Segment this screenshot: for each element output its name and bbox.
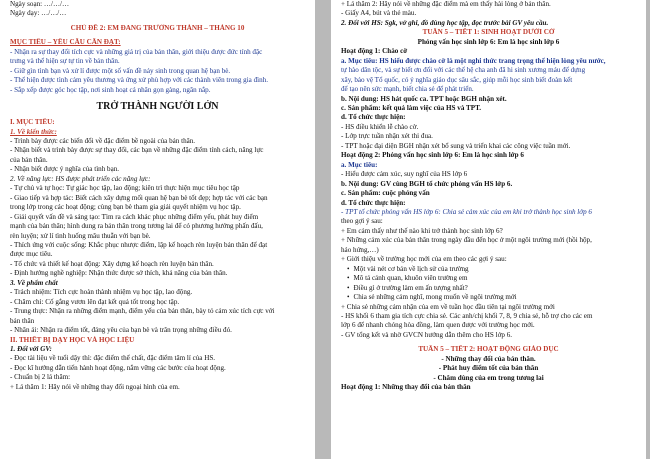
text-line: - HS điều khiển lễ chào cờ.	[341, 122, 419, 131]
text-line: CHỦ ĐỀ 2: EM ĐANG TRƯỞNG THÀNH – THÁNG 10	[70, 23, 245, 32]
text-line: rèn luyện; xử lí tình huống mâu thuẫn với bạn bè.	[10, 231, 151, 240]
text-line: Ngày soạn: …/…/…	[10, 0, 70, 8]
text-line: TUẦN 5 – TIẾT 1: SINH HOẠT DƯỚI CỜ	[422, 28, 555, 37]
text-line: - Sắp xếp được góc học tập, nơi sinh hoạt cá nhân gọn gàng, ngăn nắp.	[10, 85, 211, 94]
text-line: TRỞ THÀNH NGƯỜI LỚN	[96, 101, 219, 113]
text-line: b. Nội dung: HS hát quốc ca. TPT hoặc BGH nhận xét.	[341, 94, 507, 103]
text-line: - Đọc kĩ hướng dẫn tiến hành hoạt động, nắm vững các bước của hoạt động.	[10, 363, 226, 372]
text-line: b. Nội dung: GV cùng BGH tổ chức phỏng vấn HS lớp 6.	[341, 179, 513, 188]
text-line: - Giao tiếp và hợp tác: Biết cách xây dựng mối quan hệ bạn bè tốt đẹp; hợp tác với các bạn	[10, 193, 268, 202]
text-line: • Điều gì ở trường làm em ấn tượng nhất?	[341, 284, 636, 293]
text-line: c. Sản phẩm: kết quả làm việc của HS và TPT.	[341, 103, 482, 112]
text-line: I. MỤC TIÊU:	[10, 118, 55, 127]
text-line: - Nhận biết và trình bày được sự thay đổi, các bạn về những đặc điểm tính cách, năng lực	[10, 146, 264, 155]
text-line: - Giấy A4, bút và thẻ màu.	[341, 9, 417, 18]
text-line: - Trình bày được các biến đổi về đặc điểm bề ngoài của bản thân.	[10, 136, 196, 145]
text-line: - Giữ gìn tình bạn và xử lí được một số vấn đề nảy sinh trong quan hệ bạn bè.	[10, 66, 231, 75]
text-line: - Đọc tài liệu về tuổi dậy thì: đặc điểm thể chất, đặc điểm tâm lí của HS.	[10, 354, 216, 363]
text-line: + Chia sẻ những cảm nhận của em về tuần học đầu tiên tại ngôi trường mới	[341, 302, 555, 311]
text-line: - Thể hiện được tình cảm yêu thương và ứng xử phù hợp với các thành viên trong gia đình.	[10, 76, 268, 85]
text-line: - Chuẩn bị 2 lá thăm:	[10, 373, 71, 382]
text-line: 1. Về kiến thức:	[10, 127, 57, 136]
text-line: - Hiểu được cảm xúc, suy nghĩ của HS lớp 6	[341, 170, 468, 179]
text-line: + Em cảm thấy như thế nào khi trở thành học sinh lớp 6?	[341, 226, 503, 235]
text-line: để tạo nên sức mạnh, biết chia sẻ để phát triển.	[341, 85, 474, 94]
text-line: - Nhận biết được ý nghĩa của tình bạn.	[10, 165, 120, 174]
text-line: Hoạt động 2: Phỏng vấn học sinh lớp 6: Em là học sinh lớp 6	[341, 151, 524, 160]
text-line: d. Tổ chức thực hiện:	[341, 113, 406, 122]
text-line: MỤC TIÊU – YÊU CẦU CẦN ĐẠT:	[10, 38, 121, 47]
text-line: - GV tổng kết và nhờ GVCN hướng dẫn thêm cho HS lớp 6.	[341, 330, 513, 339]
text-line: - TPT hoặc đại diện BGH nhận xét bổ sung và triển khai các công việc tuần mới.	[341, 141, 571, 150]
text-line: + Những cảm xúc của bản thân trong ngày đầu đến học ở một ngôi trường mới (hồi hộp,	[341, 236, 592, 245]
text-line: được mục tiêu.	[10, 250, 53, 259]
text-line: mạnh của bản thân; hình dung ra bản thân trong tương lai để có phương hướng phấn đấu,	[10, 222, 263, 231]
text-line: Hoạt động 1: Những thay đổi của bản thân	[341, 383, 471, 392]
text-line: tự hào dân tộc, và sự biết ơn đối với các thế hệ cha anh đã hi sinh xương máu để dựng	[341, 66, 586, 75]
text-line: trưng và thể hiện sự tự tin về bản thân.	[10, 57, 120, 66]
text-line: trong lớp trong các hoạt động; cùng bạn bè tham gia giải quyết nhiệm vụ học tập.	[10, 203, 241, 212]
text-line: theo gợi ý sau:	[341, 217, 383, 226]
text-line: - Nhận ra sự thay đổi tích cực và những giá trị của bản thân, giới thiệu được đức tính đặc	[10, 47, 263, 56]
text-line: - Giải quyết vấn đề và sáng tạo: Tìm ra cách khác phục những điểm yếu, phát huy điểm	[10, 212, 259, 221]
text-line: của bản thân.	[10, 155, 48, 164]
text-line: - Phát huy điểm tốt của bản thân	[438, 364, 539, 373]
text-line: a. Mục tiêu: HS hiểu được chào cờ là một nghi thức trang trọng thể hiện lòng yêu nước,	[341, 56, 606, 65]
text-line: lớp 6 để nhanh chóng hòa đồng, làm quen được với trường học mới.	[341, 321, 535, 330]
text-line: II. THIẾT BỊ DẠY HỌC VÀ HỌC LIỆU	[10, 335, 135, 344]
text-line: - Chăm chỉ: Cố gắng vươn lên đạt kết quả tốt trong học tập.	[10, 297, 180, 306]
text-line: - Lớp trực tuần nhận xét thi đua.	[341, 132, 433, 141]
text-line: - HS khối 6 tham gia tích cực chia sẻ. Các anh/chị khối 7, 8, 9 chia sẻ, hỗ trợ cho các em	[341, 311, 593, 320]
document-page-left	[0, 0, 315, 459]
text-line: c. Sản phẩm: cuộc phỏng vấn	[341, 189, 430, 198]
text-line: TUẦN 5 – TIẾT 2: HOẠT ĐỘNG GIÁO DỤC	[418, 345, 559, 354]
text-line: • Mô tả cảnh quan, khuôn viên trường em	[341, 274, 636, 283]
text-line: - Nhân ái: Nhận ra điểm tốt, đáng yêu của bạn bè và trân trọng những điều đó.	[10, 326, 232, 335]
text-line: + Lá thăm 2: Hãy nói về những đặc điểm mà em thấy hài lòng ở bản thân.	[341, 0, 551, 8]
text-line: bản thân	[10, 316, 35, 325]
text-line: - Tổ chức và thiết kế hoạt động: Xây dựng kế hoạch rèn luyện bản thân.	[10, 259, 214, 268]
text-line: + Lá thăm 1: Hãy nói về những thay đổi ngoại hình của em.	[10, 382, 180, 391]
text-line: + Giới thiệu về trường học mới của em theo các gợi ý sau:	[341, 255, 507, 264]
text-line: xây, bảo vệ Tổ quốc, có ý nghĩa giáo dục sâu sắc, giúp mỗi học sinh biết đoàn kết	[341, 75, 573, 84]
text-line: 1. Đối với GV:	[10, 344, 52, 353]
text-line: a. Mục tiêu:	[341, 160, 378, 169]
document-page-right	[331, 0, 646, 459]
text-line: • Chia sẻ những cảm nghĩ, mong muốn về ngôi trường mới	[341, 293, 636, 302]
text-line: háo hứng,…)	[341, 245, 379, 254]
text-line: - Chăm dùng của em trong tương lai	[433, 373, 544, 382]
text-line: - Trách nhiệm: Tích cực hoàn thành nhiệm vụ học tập, lao động.	[10, 288, 193, 297]
text-line: - Trung thực: Nhận ra những điểm mạnh, điểm yếu của bản thân, bày tỏ cảm xúc tích cực với	[10, 307, 275, 316]
text-line: 2. Về năng lực: HS được phát triển các năng lực:	[10, 174, 151, 183]
text-line: 3. Về phẩm chất	[10, 278, 58, 287]
text-line: Ngày dạy: …/…/…	[10, 9, 67, 18]
text-line: • Một vài nét cơ bản về lịch sử của trường	[341, 265, 636, 274]
text-line: 2. Đối với HS: Sgk, vở ghi, đồ dùng học tập, đọc trước bài GV yêu cầu.	[341, 18, 549, 27]
text-line: - Tự chủ và tự học: Tự giác học tập, lao động; kiên trì thực hiện mục tiêu học tập	[10, 184, 240, 193]
text-line: - Thích ứng với cuộc sống: Khắc phục nhược điểm, lập kế hoạch rèn luyện bản thân để đạt	[10, 240, 268, 249]
text-line: Hoạt động 1: Chào cờ	[341, 47, 408, 56]
text-line: d. Tổ chức thực hiện:	[341, 198, 406, 207]
text-line: - Những thay đổi của bản thân.	[441, 354, 536, 363]
text-line: Phỏng vấn học sinh lớp 6: Em là học sinh lớp 6	[417, 37, 560, 46]
text-line: - Định hướng nghề nghiệp: Nhận thức được sở thích, khả năng của bản thân.	[10, 269, 228, 278]
text-line: - TPT tổ chức phỏng vấn HS lớp 6: Chia sẻ cảm xúc của em khi trở thành học sinh lớp 6	[341, 207, 592, 216]
